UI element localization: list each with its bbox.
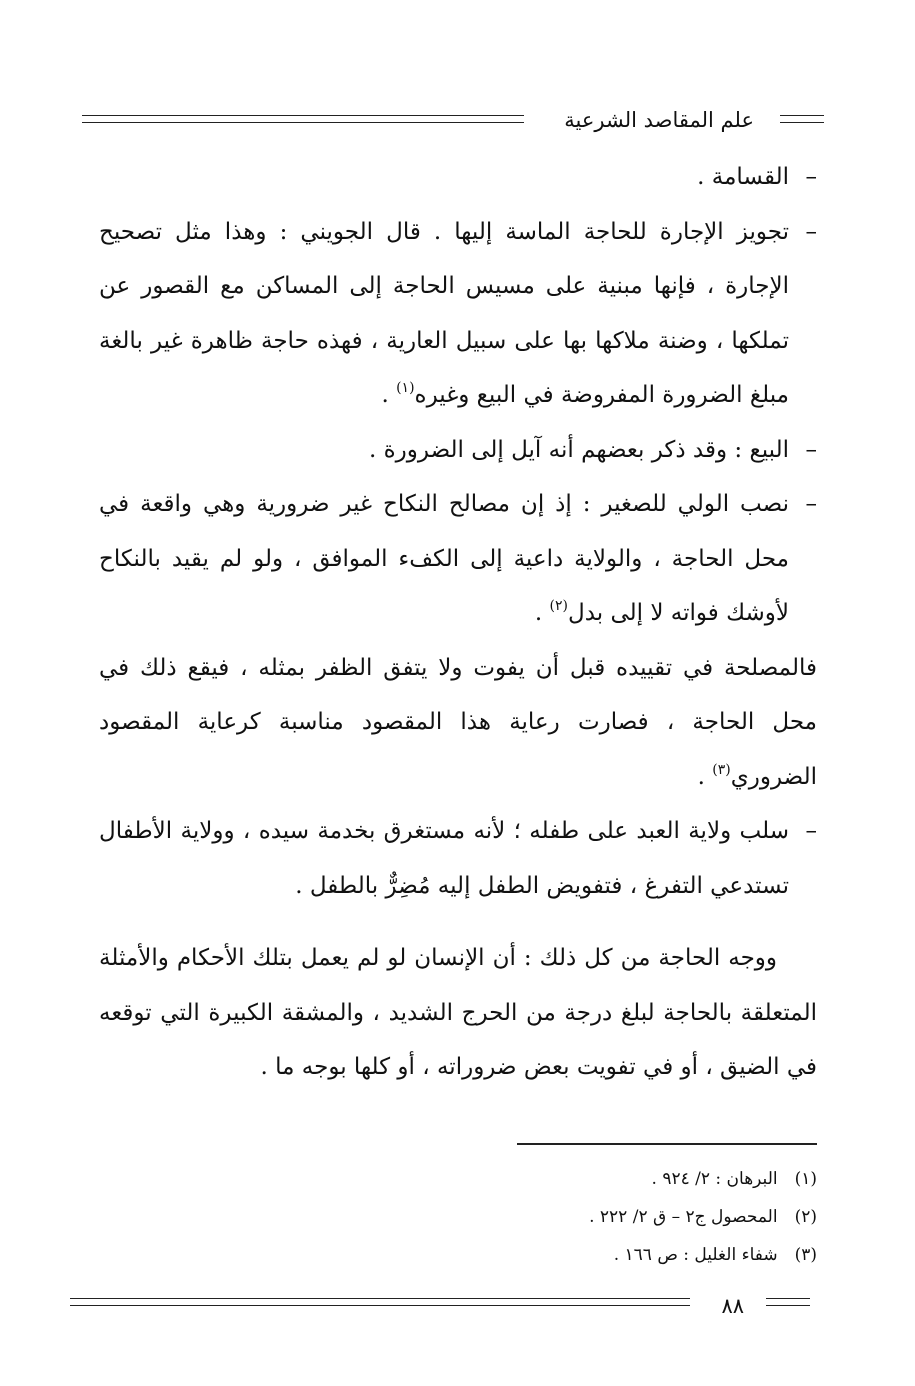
list-bullet: – [805, 818, 817, 844]
item-text-end: . [381, 382, 397, 408]
summary-paragraph: ووجه الحاجة من كل ذلك : أن الإنسان لو لم يعمل بتلك الأحكام والأمثلة المتعلقة بالحاجة لبلغ درجة من الحرج الشديد ، والمشقة الكبيرة التي توقعه في الضيق ، أو في تفويت بعض ضروراته ، أو كلها بوجه ما . [99, 945, 817, 1080]
paragraph-text-end: . [697, 763, 713, 790]
list-bullet: – [805, 436, 817, 463]
item-text: تجويز الإجارة للحاجة الماسة إليها . قال الجويني : وهذا مثل تصحيح الإجارة ، فإنها مبنية على مسيس الحاجة إلى المساكن مع القصور عن تملكها ، وضنة ملاكها بها على سبيل العارية ، فهذه حاجة ظاهرة غير بالغة مبلغ الضرورة المفروضة في البيع وغيره [99, 218, 789, 408]
footnote-marker[interactable]: (٣) [712, 761, 731, 778]
footnotes [217, 1160, 817, 1274]
header-rule-short [780, 115, 824, 123]
item-text: القسامة . [697, 164, 789, 190]
footnote [217, 1236, 817, 1274]
continuation-paragraph [99, 641, 817, 805]
footnote [217, 1160, 817, 1198]
list-bullet: – [805, 164, 817, 190]
footnote-number: (٣) [794, 1245, 817, 1265]
footer-rule-short [766, 1298, 810, 1306]
footnote-text: المحصول ج٢ – ق ٢/ ٢٢٢ . [589, 1207, 778, 1227]
item-text-end: . [534, 600, 550, 626]
footnote-text: البرهان : ٢/ ٩٢٤ . [651, 1169, 778, 1189]
header-title: علم المقاصد الشرعية [554, 98, 764, 142]
footer-rule-long [70, 1298, 690, 1306]
item-text: نصب الولي للصغير : إذ إن مصالح النكاح غير ضرورية وهي واقعة في محل الحاجة ، والولاية داعية إلى الكفء الموافق ، ولو لم يقيد بالنكاح لأوشك فواته لا إلى بدل [99, 491, 789, 626]
list-item [99, 423, 817, 478]
list-item [99, 205, 817, 423]
page-number: ٨٨ [713, 1288, 752, 1324]
list-bullet: – [805, 218, 817, 245]
list-item [99, 150, 817, 205]
footnote [217, 1198, 817, 1236]
footnote-text: شفاء الغليل : ص ١٦٦ . [613, 1245, 778, 1265]
item-text: سلب ولاية العبد على طفله ؛ لأنه مستغرق بخدمة سيده ، وولاية الأطفال تستدعي التفرغ ، فتفويض الطفل إليه مُضِرٌّ بالطفل . [99, 818, 789, 899]
item-text: البيع : وقد ذكر بعضهم أنه آيل إلى الضرورة . [369, 436, 789, 463]
body-text [99, 150, 817, 1095]
footnote-number: (٢) [794, 1207, 817, 1227]
footnote-separator [517, 1143, 817, 1145]
list-bullet: – [805, 491, 817, 517]
paragraph-text: فالمصلحة في تقييده قبل أن يفوت ولا يتفق الظفر بمثله ، فيقع ذلك في محل الحاجة ، فصارت رعاية هذا المقصود مناسبة كرعاية المقصود الضروري [99, 654, 817, 790]
list-item [99, 804, 817, 913]
page-footer [70, 1288, 810, 1328]
footnote-marker[interactable]: (١) [396, 380, 415, 396]
footnote-marker[interactable]: (٢) [549, 598, 568, 614]
running-header [82, 98, 824, 142]
header-rule-long [82, 115, 524, 123]
list-item [99, 477, 817, 641]
footnote-number: (١) [794, 1169, 817, 1189]
